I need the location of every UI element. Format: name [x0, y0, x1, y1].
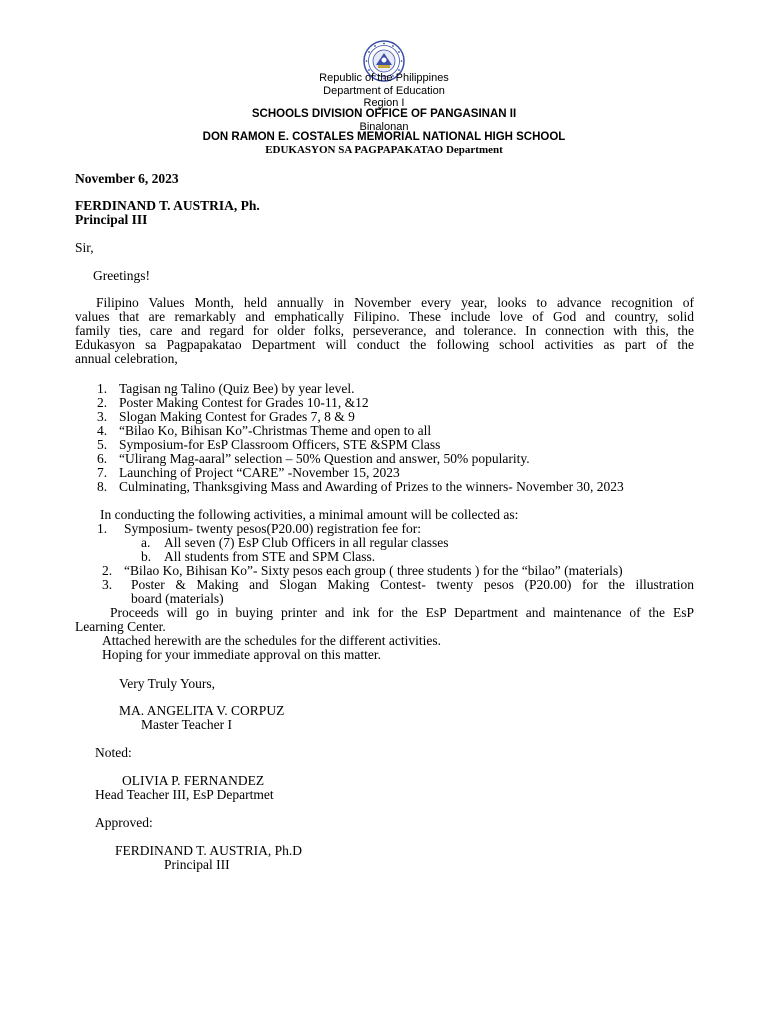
closing: Very Truly Yours, [119, 676, 216, 691]
sender-name: MA. ANGELITA V. CORPUZ [119, 703, 285, 718]
approved-name: FERDINAND T. AUSTRIA, Ph.D [115, 843, 303, 858]
list-item: Launching of Project “CARE” -November 15, 2023 [119, 465, 400, 480]
header-republic: Republic of the Philippines [319, 72, 449, 84]
intro-line: Edukasyon sa Pagpapakatao Department will conduct the following school activities as part of the [75, 337, 694, 352]
list-item-number: 7. [97, 465, 108, 480]
noted-title: Head Teacher III, EsP Departmet [95, 787, 274, 802]
fee-sub-letter: b. [141, 549, 152, 564]
fee-item: Poster & Making and Slogan Making Contest- twenty pesos (P20.00) for the illustration [131, 577, 694, 592]
approved-label: Approved: [95, 815, 153, 830]
intro-line: Filipino Values Month, held annually in November every year, looks to advance recognition of [96, 295, 694, 310]
header-division-office: SCHOOLS DIVISION OFFICE OF PANGASINAN II [251, 108, 517, 120]
list-item-number: 4. [97, 423, 108, 438]
fee-sub-item: All seven (7) EsP Club Officers in all regular classes [164, 535, 449, 550]
attached-note: Attached herewith are the schedules for the different activities. [102, 633, 441, 648]
list-item-number: 6. [97, 451, 108, 466]
list-item: Culminating, Thanksgiving Mass and Awarding of Prizes to the winners- November 30, 2023 [119, 479, 624, 494]
intro-line: values that are remarkably and emphatically Filipino. These include love of God and country, solid [75, 309, 694, 324]
approved-title: Principal III [164, 857, 230, 872]
list-item: Poster Making Contest for Grades 10-11, &12 [119, 395, 369, 410]
intro-line: annual celebration, [75, 351, 178, 366]
fee-sub-letter: a. [141, 535, 151, 550]
list-item: “Ulirang Mag-aaral” selection – 50% Question and answer, 50% popularity. [119, 451, 530, 466]
list-item-number: 8. [97, 479, 108, 494]
list-item: Tagisan ng Talino (Quiz Bee) by year level. [119, 381, 355, 396]
letter-date: November 6, 2023 [75, 171, 179, 186]
proceeds-line: Learning Center. [75, 619, 166, 634]
recipient-title: Principal III [75, 212, 148, 227]
recipient-name: FERDINAND T. AUSTRIA, Ph. [75, 198, 260, 213]
intro-paragraph [75, 296, 694, 366]
list-item: Slogan Making Contest for Grades 7, 8 & 9 [119, 409, 355, 424]
fee-sub-item: All students from STE and SPM Class. [164, 549, 376, 564]
list-item: “Bilao Ko, Bihisan Ko”-Christmas Theme and open to all [119, 423, 432, 438]
header-department-name: EDUKASYON SA PAGPAPAKATAO Department [265, 144, 503, 156]
hoping-note: Hoping for your immediate approval on this matter. [102, 647, 381, 662]
list-item-number: 3. [97, 409, 108, 424]
list-item-number: 1. [97, 381, 108, 396]
noted-name: OLIVIA P. FERNANDEZ [122, 773, 265, 788]
list-item-number: 5. [97, 437, 108, 452]
fee-item-continued: board (materials) [131, 591, 224, 606]
fee-number: 1. [97, 521, 108, 536]
fee-item: “Bilao Ko, Bihisan Ko”- Sixty pesos each group ( three students ) for the “bilao” (materials) [124, 563, 623, 578]
list-item: Symposium-for EsP Classroom Officers, STE &SPM Class [119, 437, 441, 452]
noted-label: Noted: [95, 745, 132, 760]
fees-intro: In conducting the following activities, a minimal amount will be collected as: [100, 507, 519, 522]
intro-line: family ties, care and regard for older folks, perseverance, and tolerance. In connection with this, the [75, 323, 694, 338]
greeting: Greetings! [93, 268, 150, 283]
list-item-number: 2. [97, 395, 108, 410]
fee-number: 3. [102, 577, 113, 592]
fee-number: 2. [102, 563, 113, 578]
fee-item: Symposium- twenty pesos(P20.00) registration fee for: [124, 521, 421, 536]
header-department: Department of Education [323, 85, 445, 97]
sender-title: Master Teacher I [141, 717, 233, 732]
header-region: Region I [363, 97, 405, 109]
salutation: Sir, [75, 240, 94, 255]
proceeds-line: Proceeds will go in buying printer and ink for the EsP Department and maintenance of the EsP [110, 605, 694, 620]
header-town: Binalonan [359, 121, 409, 133]
header-school-name: DON RAMON E. COSTALES MEMORIAL NATIONAL HIGH SCHOOL [202, 131, 566, 143]
